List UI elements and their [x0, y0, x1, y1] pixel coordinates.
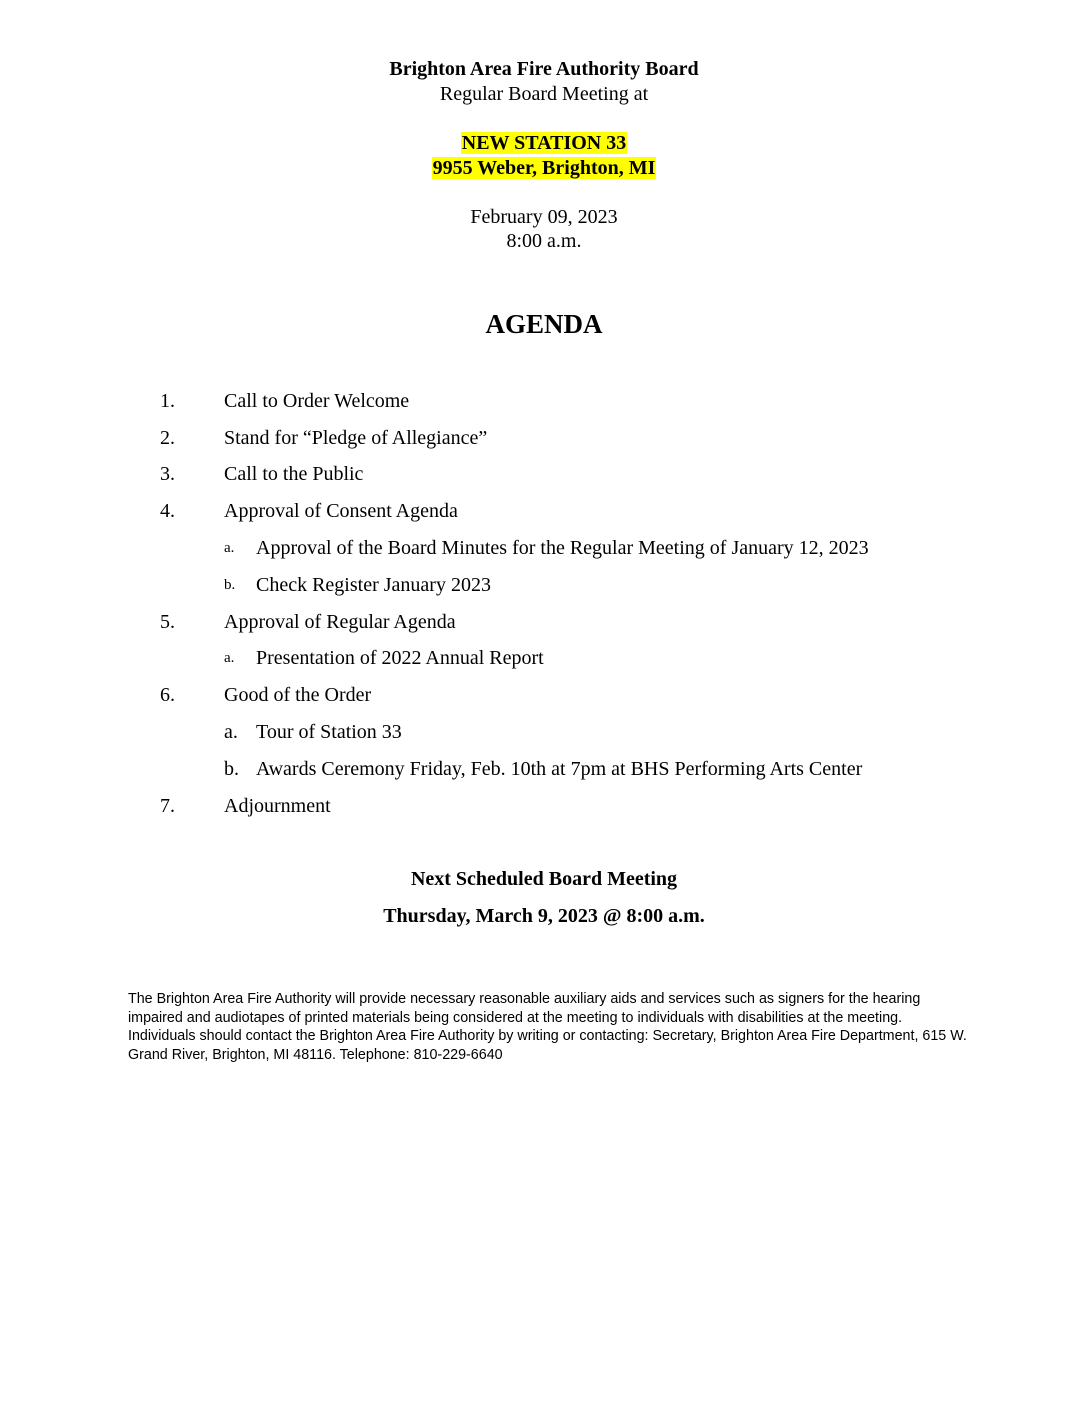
- agenda-item: [0, 792, 1088, 820]
- agenda-item-number: 2.: [160, 427, 175, 449]
- next-meeting-datetime: Thursday, March 9, 2023 @ 8:00 a.m.: [383, 905, 705, 927]
- agenda-subitem-letter: b.: [224, 577, 236, 593]
- agenda-subitem-text: Check Register January 2023: [256, 574, 491, 596]
- agenda-subitem-letter: a.: [224, 650, 235, 666]
- agenda-item-number: 5.: [160, 611, 175, 633]
- location-name-line: [0, 131, 1088, 155]
- agenda-item-text: Adjournment: [224, 795, 331, 817]
- org-title: Brighton Area Fire Authority Board: [389, 58, 699, 80]
- next-meeting-label: Next Scheduled Board Meeting: [410, 868, 678, 890]
- agenda-item-number: 6.: [160, 684, 175, 706]
- agenda-subitem: [0, 571, 1088, 599]
- agenda-item: [0, 497, 1088, 525]
- agenda-subitem: [0, 644, 1088, 672]
- agenda-subitem: [0, 755, 1088, 783]
- agenda-item-text: Call to the Public: [224, 463, 364, 485]
- agenda-item-text: Call to Order Welcome: [224, 390, 410, 412]
- agenda-item: [0, 681, 1088, 709]
- agenda-item: [0, 387, 1088, 415]
- meeting-date: February 09, 2023: [470, 206, 618, 228]
- accessibility-disclaimer: The Brighton Area Fire Authority will provide necessary reasonable auxiliary aids and services such as signers for the hearing impaired and audiotapes of printed materials being considered at the meeting to individuals with disabilities at the meeting. Individuals should contact the Brighton Area Fire Authority by writing or contacting: Secretary, Brighton Area Fire Department, 615 W. Grand River, Brighton, MI 48116. Telephone: 810-229-6640: [128, 991, 967, 1063]
- location-address-line: [0, 156, 1088, 180]
- meeting-time: 8:00 a.m.: [506, 230, 582, 252]
- agenda-item-number: 7.: [160, 795, 175, 817]
- agenda-item: [0, 424, 1088, 452]
- agenda-subitem-text: Awards Ceremony Friday, Feb. 10th at 7pm at BHS Performing Arts Center: [256, 758, 863, 780]
- agenda-item: [0, 608, 1088, 636]
- agenda-subitem-text: Presentation of 2022 Annual Report: [256, 647, 544, 669]
- agenda-subitem-letter: a.: [224, 721, 238, 743]
- location-name: NEW STATION 33: [461, 132, 627, 154]
- location-address: 9955 Weber, Brighton, MI: [432, 157, 656, 179]
- agenda-item-text: Stand for “Pledge of Allegiance”: [224, 427, 488, 449]
- agenda-item-number: 1.: [160, 390, 175, 412]
- agenda-item-text: Approval of Consent Agenda: [224, 500, 458, 522]
- agenda-subitem-letter: a.: [224, 540, 235, 556]
- agenda-subitem: [0, 534, 1088, 562]
- meeting-type: Regular Board Meeting at: [439, 83, 649, 105]
- agenda-item-number: 3.: [160, 463, 175, 485]
- agenda-item-number: 4.: [160, 500, 175, 522]
- agenda-subitem-letter: b.: [224, 758, 239, 780]
- agenda-item-text: Approval of Regular Agenda: [224, 611, 456, 633]
- agenda-subitem: [0, 718, 1088, 746]
- agenda-subitem-text: Tour of Station 33: [256, 721, 402, 743]
- agenda-item-text: Good of the Order: [224, 684, 372, 706]
- agenda-heading: AGENDA: [485, 309, 603, 339]
- agenda-subitem-text: Approval of the Board Minutes for the Regular Meeting of January 12, 2023: [256, 537, 869, 559]
- agenda-item: [0, 460, 1088, 488]
